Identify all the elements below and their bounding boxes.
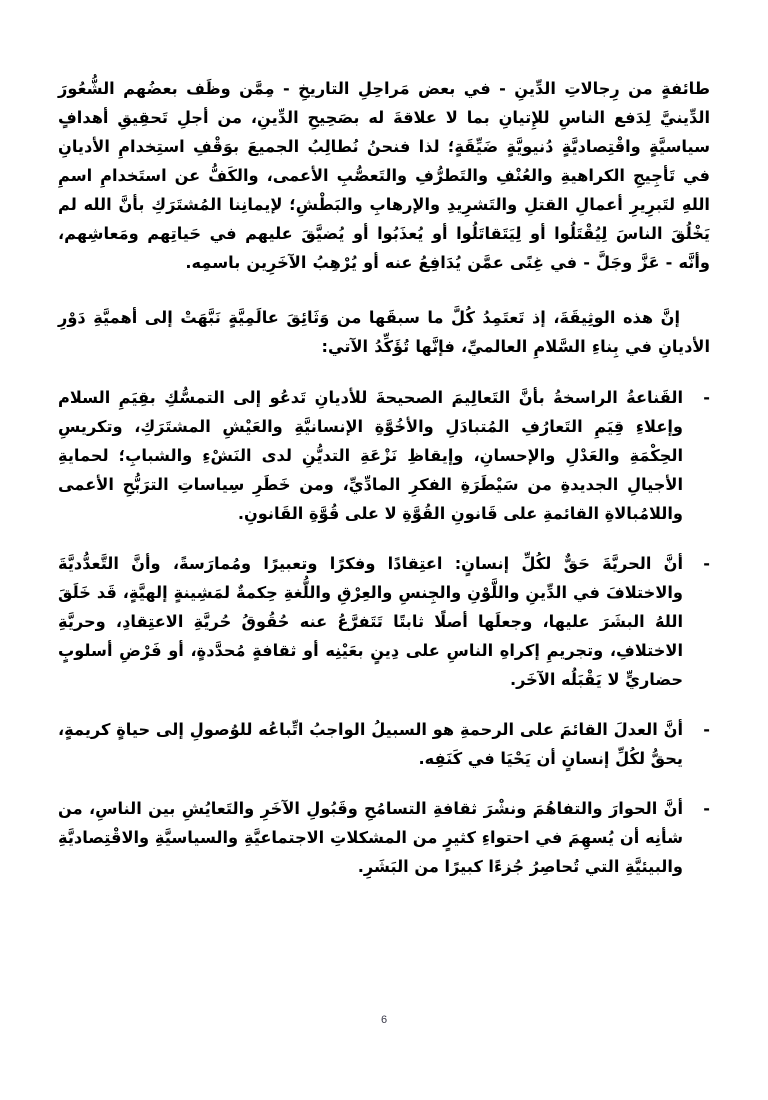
page-number: 6 [380,1014,388,1026]
page-content [58,74,710,881]
list-item [58,715,710,773]
list-item [58,383,710,528]
dash-bullet-icon: - [703,799,710,818]
list-item-text: أنَّ الحوارَ والتفاهُمَ ونشْرَ ثقافةِ التسامُحِ وقَبُولِ الآخَرِ والتَعايُشِ بين الناسِ، من شأنِه أن يُسهِمَ في احتواءِ كثيرٍ من المشكلاتِ الاجتماعيَّةِ والسياسيَّةِ والاقْتِصاديَّةِ والبيئيَّةِ التي تُحاصِرُ جُزءًا كبيرًا من البَشَرِ. [58,799,683,876]
dash-bullet-icon: - [703,720,710,739]
list-item-text: القَناعةُ الراسخةُ بأنَّ التَعالِيمَ الصحيحةَ للأديانِ تَدعُو إلى التمسُّكِ بقِيَمِ السلام وإعلاءِ قِيَمِ التَعارُفِ المُتبادَلِ والأخُوَّةِ الإنسانيَّةِ والعَيْشِ المشتَرَكِ، وتكريسِ الحِكْمَةِ والعَدْلِ والإحسانِ، وإيقاظِ نَزْعَةِ التديُّنِ لدى النَشْءِ والشبابِ؛ لحمايةِ الأجيالِ الجديدةِ من سَيْطَرَةِ الفكرِ المادِّيِّ، ومن خَطَرِ سِياساتِ الترَبُّحِ الأعمى واللامُبالاةِ القائمةِ على قَانونِ القُوَّةِ لا على قُوَّةِ القَانونِ. [58,388,683,523]
list-item-text: أنَّ العدلَ القائمَ على الرحمةِ هو السبيلُ الواجبُ اتِّباعُه للوُصولِ إلى حياةٍ كريمةٍ، يحقُّ لكُلِّ إنسانٍ أن يَحْيَا في كَنَفِه. [58,720,683,768]
list-item [58,794,710,881]
dash-bullet-icon: - [703,388,710,407]
list-item [58,549,710,694]
principles-list [58,383,710,881]
body-paragraph-1: طائفةٍ من رِجالاتِ الدِّينِ - في بعض مَراحِلِ التاريخِ - مِمَّن وظَف بعضُهم الشُّعُورَ الدِّينيَّ لِدَفع الناسِ للإِتيانِ بما لا علاقةَ له بصَحِيحِ الدِّينِ، من أجلِ تَحقِيقِ أهدافٍ سياسيَّةٍ واقْتِصاديَّةٍ دُنيويَّةٍ ضَيِّقَةٍ؛ لذا فنحنُ نُطالِبُ الجميعَ بوَقْفِ استِخدامِ الأديانِ في تَأجِيجِ الكراهيةِ والعُنْفِ والتَطرُّفِ والتَعصُّبِ الأعمى، والكَفُّ عن استَخدامِ اسمِ اللهِ لتَبرِيرِ أعمالِ القتلِ والتَشرِيدِ والإرهابِ والبَطْشِ؛ لإيمانِنا المُشتَرَكِ بأنَّ الله لم يَخْلُقَ الناسَ لِيُقْتَلُوا أو لِيَتَقاتَلُوا أو يُعذَبُوا أو يُضيَّقَ عليهم في حَياتِهم ومَعاشِهم، وأنَّه - عَزَّ وجَلَّ - في غِنًى عمَّن يُدَافِعُ عنه أو يُرْهِبُ الآخَرِين باسمِه. [58,79,710,272]
list-item-text: أنَّ الحريَّةَ حَقٌّ لكُلِّ إنسانٍ: اعتِقادًا وفكرًا وتعبيرًا ومُمارَسةً، وأنَّ التَّعدُّديَّةَ والاختلافَ في الدِّينِ واللَّوْنِ والجِنسِ والعِرْقِ واللُّغةِ حِكمةٌ لمَشِينةٍ إلهيَّةٍ، قَد خَلَقَ اللهُ البشَرَ عليها، وجعلَها أصلًا ثابتًا تَتَفرَّعُ عنه حُقُوقُ حُريَّةِ الاعتِقادِ، وحريَّةِ الاختلافِ، وتجريمِ إكراهِ الناسِ على دِينٍ بعَيْنِه أو ثقافةٍ مُحدَّدةٍ، أو فَرْضِ أسلوبٍ حضاريٍّ لا يَقْبَلُه الآخَر. [58,554,683,689]
body-paragraph-2: إنَّ هذه الوثِيقَةَ، إذ تَعتَمِدُ كُلَّ ما سبقَها من وَثَائِقَ عالَمِيَّةٍ نَبَّهَتْ إلى أهميَّةِ دَوْرِ الأديانِ في بِناءِ السَّلامِ العالميِّ، فإنَّها تُؤَكِّدُ الآتي: [58,308,710,356]
dash-bullet-icon: - [703,554,710,573]
